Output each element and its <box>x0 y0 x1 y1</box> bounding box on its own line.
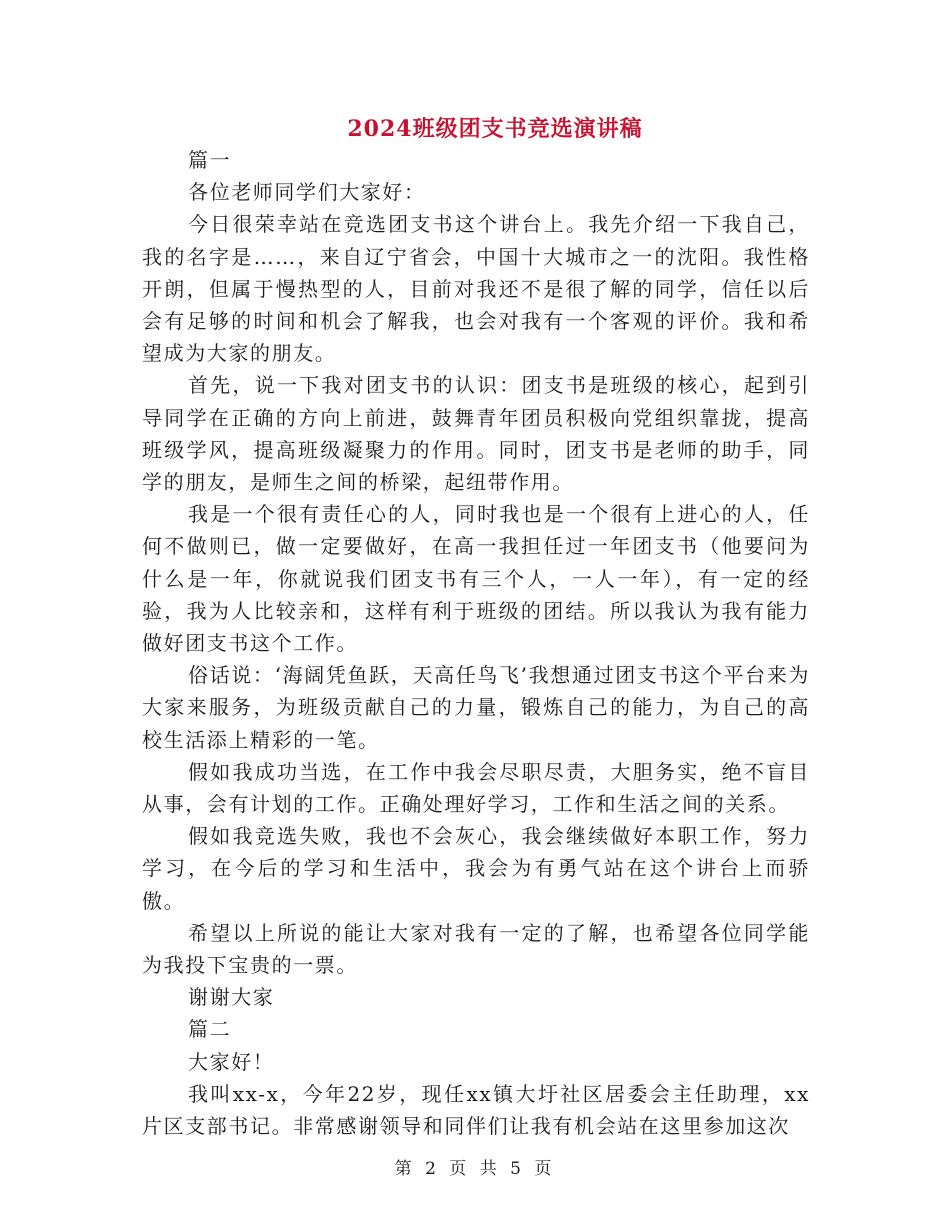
section-heading-2: 篇二 <box>188 1017 232 1042</box>
failure-paragraph: 假如我竞选失败，我也不会灰心，我会继续做好本职工作，努力学习，在今后的学习和生活中，我会为有勇气站在这个讲台上而骄傲。 <box>142 824 810 913</box>
experience-paragraph: 我是一个很有责任心的人，同时我也是一个很有上进心的人，任何不做则已，做一定要做好，在高一我担任过一年团支书（他要问为什么是一年，你就说我们团支书有三个人，一人一年），有一定的经验，我为人比较亲和，这样有利于班级的团结。所以我认为我有能力做好团支书这个工作。 <box>142 502 810 656</box>
document-body <box>142 144 810 1142</box>
page-footer: 第 2 页 共 5 页 <box>394 1159 556 1179</box>
document-title: 2024班级团支书竞选演讲稿 <box>347 116 643 142</box>
greeting-paragraph: 各位老师同学们大家好： <box>188 180 426 205</box>
section-heading-1: 篇一 <box>188 148 232 172</box>
greeting-paragraph-2: 大家好！ <box>188 1049 275 1074</box>
thanks-paragraph: 谢谢大家 <box>188 985 275 1010</box>
understanding-paragraph: 首先，说一下我对团支书的认识：团支书是班级的核心，起到引导同学在正确的方向上前进，鼓舞青年团员积极向党组织靠拢，提高班级学风，提高班级凝聚力的作用。同时，团支书是老师的助手，同学的朋友，是师生之间的桥梁，起纽带作用。 <box>142 373 810 495</box>
success-paragraph: 假如我成功当选，在工作中我会尽职尽责，大胆务实，绝不盲目从事，会有计划的工作。正确处理好学习，工作和生活之间的关系。 <box>142 759 810 817</box>
intro-paragraph: 今日很荣幸站在竞选团支书这个讲台上。我先介绍一下我自己，我的名字是……，来自辽宁省会，中国十大城市之一的沈阳。我性格开朗，但属于慢热型的人，目前对我还不是很了解的同学，信任以后会有足够的时间和机会了解我，也会对我有一个客观的评价。我和希望成为大家的朋友。 <box>142 212 810 366</box>
self-intro-paragraph: 我叫xx-x，今年22岁，现任xx镇大圩社区居委会主任助理，xx片区支部书记。非常感谢领导和同伴们让我有机会站在这里参加这次 <box>142 1081 810 1139</box>
proverb-paragraph: 俗话说：‘海阔凭鱼跃，天高任鸟飞’我想通过团支书这个平台来为大家来服务，为班级贡献自己的力量，锻炼自己的能力，为自己的高校生活添上精彩的一笔。 <box>142 663 810 752</box>
hope-paragraph: 希望以上所说的能让大家对我有一定的了解，也希望各位同学能为我投下宝贵的一票。 <box>142 920 810 978</box>
